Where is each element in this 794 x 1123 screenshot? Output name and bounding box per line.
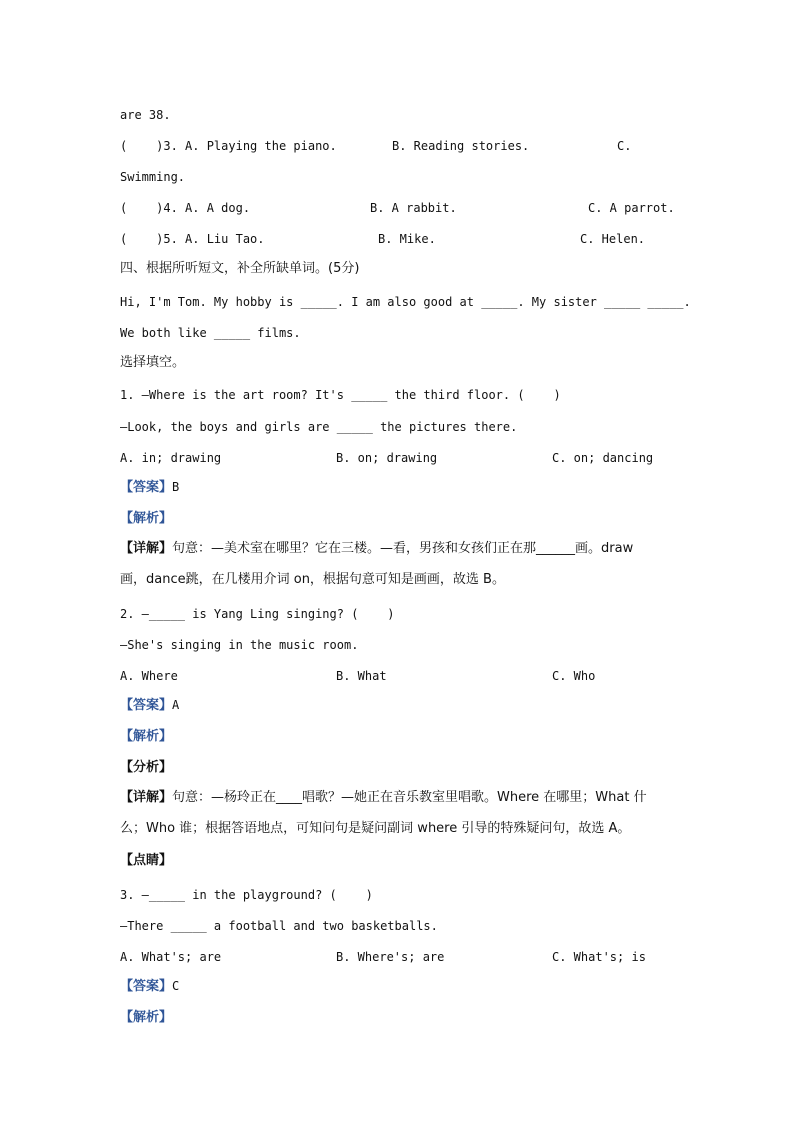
mc-q2-answer bbox=[120, 697, 179, 714]
mc-q2-option-c: C. Who bbox=[552, 669, 596, 683]
q3-option-a: ( )3. A. Playing the piano. bbox=[120, 139, 337, 153]
analysis-tag: 【解析】 bbox=[120, 729, 173, 744]
mc-q1-analysis bbox=[120, 510, 172, 527]
q3-option-b: B. Reading stories. bbox=[392, 139, 530, 153]
mc-q2-stem2: —She's singing in the music room. bbox=[120, 638, 359, 652]
q4-option-b: B. A rabbit. bbox=[370, 201, 457, 215]
mc-q1-detail-line1 bbox=[120, 541, 633, 557]
mc-q2-dianjing bbox=[120, 852, 172, 869]
q3-option-c: C. bbox=[617, 139, 632, 153]
detail-tag: 【详解】 bbox=[120, 541, 173, 556]
detail-text: 句意：—美术室在哪里？它在三楼。—看，男孩和女孩们正在那______画。draw bbox=[172, 541, 634, 556]
q5-option-b: B. Mike. bbox=[378, 232, 436, 246]
mc-q2-fenxi bbox=[120, 759, 172, 776]
mc-q1-option-b: B. on; drawing bbox=[336, 451, 438, 465]
answer-tag: 【答案】 bbox=[120, 698, 173, 713]
mc-q3-option-a: A. What's; are bbox=[120, 950, 222, 964]
dianjing-tag: 【点睛】 bbox=[120, 853, 173, 868]
mc-q2-option-b: B. What bbox=[336, 669, 387, 683]
q4-option-a: ( )4. A. A dog. bbox=[120, 201, 251, 215]
detail-text: 句意：—杨玲正在____唱歌？—她正在音乐教室里唱歌。Where 在哪里；What 什 bbox=[172, 790, 647, 805]
answer-tag: 【答案】 bbox=[120, 979, 173, 994]
line-prev: are 38. bbox=[120, 108, 171, 122]
mc-q3-answer bbox=[120, 978, 179, 995]
q4-option-c: C. A parrot. bbox=[588, 201, 675, 215]
analysis-tag: 【解析】 bbox=[120, 511, 173, 526]
mc-q1-answer bbox=[120, 479, 179, 496]
answer-tag: 【答案】 bbox=[120, 480, 173, 495]
section4-heading: 四、根据所听短文，补全所缺单词。(5分) bbox=[120, 261, 360, 276]
mc-q3-option-b: B. Where's; are bbox=[336, 950, 445, 964]
mc-q2-analysis bbox=[120, 728, 172, 745]
choose-heading: 选择填空。 bbox=[120, 355, 186, 370]
answer-value: A bbox=[172, 698, 180, 712]
analysis-tag: 【解析】 bbox=[120, 1010, 173, 1025]
section4-line1: Hi, I'm Tom. My hobby is _____. I am also good at _____. My sister _____ _____. bbox=[120, 295, 691, 309]
fenxi-tag: 【分析】 bbox=[120, 760, 173, 775]
mc-q2-option-a: A. Where bbox=[120, 669, 178, 683]
q5-option-c: C. Helen. bbox=[580, 232, 646, 246]
mc-q3-analysis bbox=[120, 1009, 172, 1026]
mc-q1-option-a: A. in; drawing bbox=[120, 451, 222, 465]
answer-value: C bbox=[172, 979, 180, 993]
mc-q3-stem: 3. —_____ in the playground? ( ) bbox=[120, 888, 373, 902]
mc-q3-stem2: —There _____ a football and two basketballs. bbox=[120, 919, 438, 933]
mc-q1-option-c: C. on; dancing bbox=[552, 451, 654, 465]
mc-q3-option-c: C. What's; is bbox=[552, 950, 646, 964]
mc-q1-stem2: —Look, the boys and girls are _____ the pictures there. bbox=[120, 420, 518, 434]
mc-q2-detail-line1 bbox=[120, 790, 647, 806]
q5-option-a: ( )5. A. Liu Tao. bbox=[120, 232, 265, 246]
mc-q2-detail-line2: 么；Who 谁；根据答语地点，可知问句是疑问副词 where 引导的特殊疑问句，故选 A。 bbox=[120, 821, 631, 836]
mc-q1-detail-line2: 画，dance跳，在几楼用介词 on，根据句意可知是画画，故选 B。 bbox=[120, 572, 505, 587]
mc-q1-stem: 1. —Where is the art room? It's _____ the third floor. ( ) bbox=[120, 388, 561, 402]
answer-value: B bbox=[172, 480, 180, 494]
q3-option-c-wrap: Swimming. bbox=[120, 170, 186, 184]
section4-line2: We both like _____ films. bbox=[120, 326, 301, 340]
detail-tag: 【详解】 bbox=[120, 790, 173, 805]
mc-q2-stem: 2. —_____ is Yang Ling singing? ( ) bbox=[120, 607, 395, 621]
